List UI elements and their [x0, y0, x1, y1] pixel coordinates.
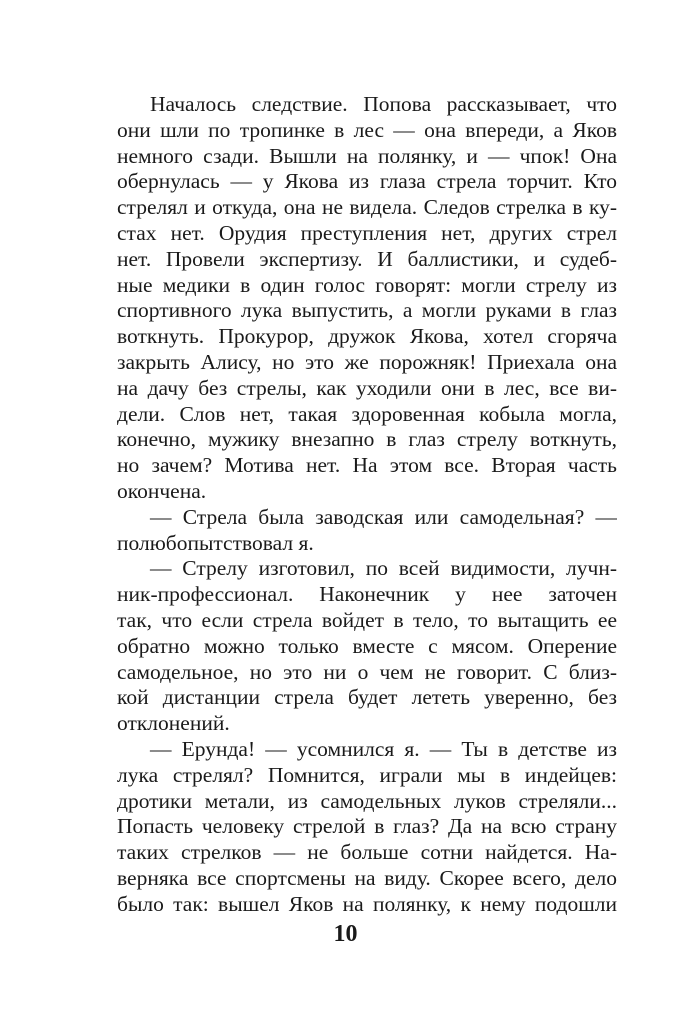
- text-line: самодельное, но это ни о чем не говорит. С близ-: [117, 659, 617, 684]
- text-line: — Стрела была заводская или самодельная? —: [150, 504, 617, 529]
- text-line: немного сзади. Вышли на полянку, и — чпок! Она: [117, 143, 617, 168]
- page-number: 10: [333, 921, 358, 947]
- text-line: воткнуть. Прокурор, дружок Якова, хотел сгоряча: [117, 324, 617, 349]
- text-line: на дачу без стрелы, как уходили они в лес, все ви-: [117, 375, 617, 400]
- text-line: они шли по тропинке в лес — она впереди, а Яков: [117, 117, 617, 142]
- text-line: окончена.: [117, 478, 207, 503]
- text-line: ник-профессионал. Наконечник у нее заточен: [117, 582, 617, 607]
- text-line: конечно, мужику внезапно в глаз стрелу воткнуть,: [117, 427, 617, 452]
- text-line: дротики метали, из самодельных луков стреляли...: [117, 788, 617, 813]
- text-line: стах нет. Орудия преступления нет, других стрел: [117, 220, 617, 245]
- text-line: кой дистанции стрела будет лететь уверенно, без: [117, 685, 617, 710]
- text-line: Началось следствие. Попова рассказывает, что: [150, 92, 617, 116]
- text-line: отклонений.: [117, 711, 230, 736]
- text-line: лука стрелял? Помнится, играли мы в индейцев:: [117, 762, 617, 787]
- text-line: закрыть Алису, но это же порожняк! Приехала она: [117, 349, 617, 374]
- text-line: обратно можно только вместе с мясом. Оперение: [117, 633, 617, 658]
- text-line: так, что если стрела войдет в тело, то вытащить ее: [117, 607, 617, 632]
- text-line: верняка все спортсмены на виду. Скорее всего, дело: [117, 865, 617, 890]
- text-line: но зачем? Мотива нет. На этом все. Вторая часть: [117, 453, 617, 478]
- text-line: дели. Слов нет, такая здоровенная кобыла могла,: [117, 401, 617, 426]
- text-line: ные медики в один голос говорят: могли стрелу из: [117, 272, 617, 297]
- text-line: таких стрелков — не больше сотни найдется. На-: [117, 840, 617, 865]
- text-line: спортивного лука выпустить, а могли руками в глаз: [117, 298, 617, 323]
- text-line: — Стрелу изготовил, по всей видимости, лучн-: [150, 556, 617, 581]
- text-line: нет. Провели экспертизу. И баллистики, и судеб-: [117, 246, 617, 271]
- text-line: стрелял и откуда, она не видела. Следов стрелка в ку-: [117, 195, 617, 220]
- text-line: — Ерунда! — усомнился я. — Ты в детстве из: [150, 736, 617, 761]
- body-text: [117, 92, 617, 918]
- text-line: обернулась — у Якова из глаза стрела торчит. Кто: [117, 169, 617, 194]
- text-line: Попасть человеку стрелой в глаз? Да на всю страну: [117, 814, 617, 839]
- text-line: было так: вышел Яков на полянку, к нему подошли: [117, 891, 617, 916]
- text-line: полюбопытствовал я.: [117, 530, 314, 555]
